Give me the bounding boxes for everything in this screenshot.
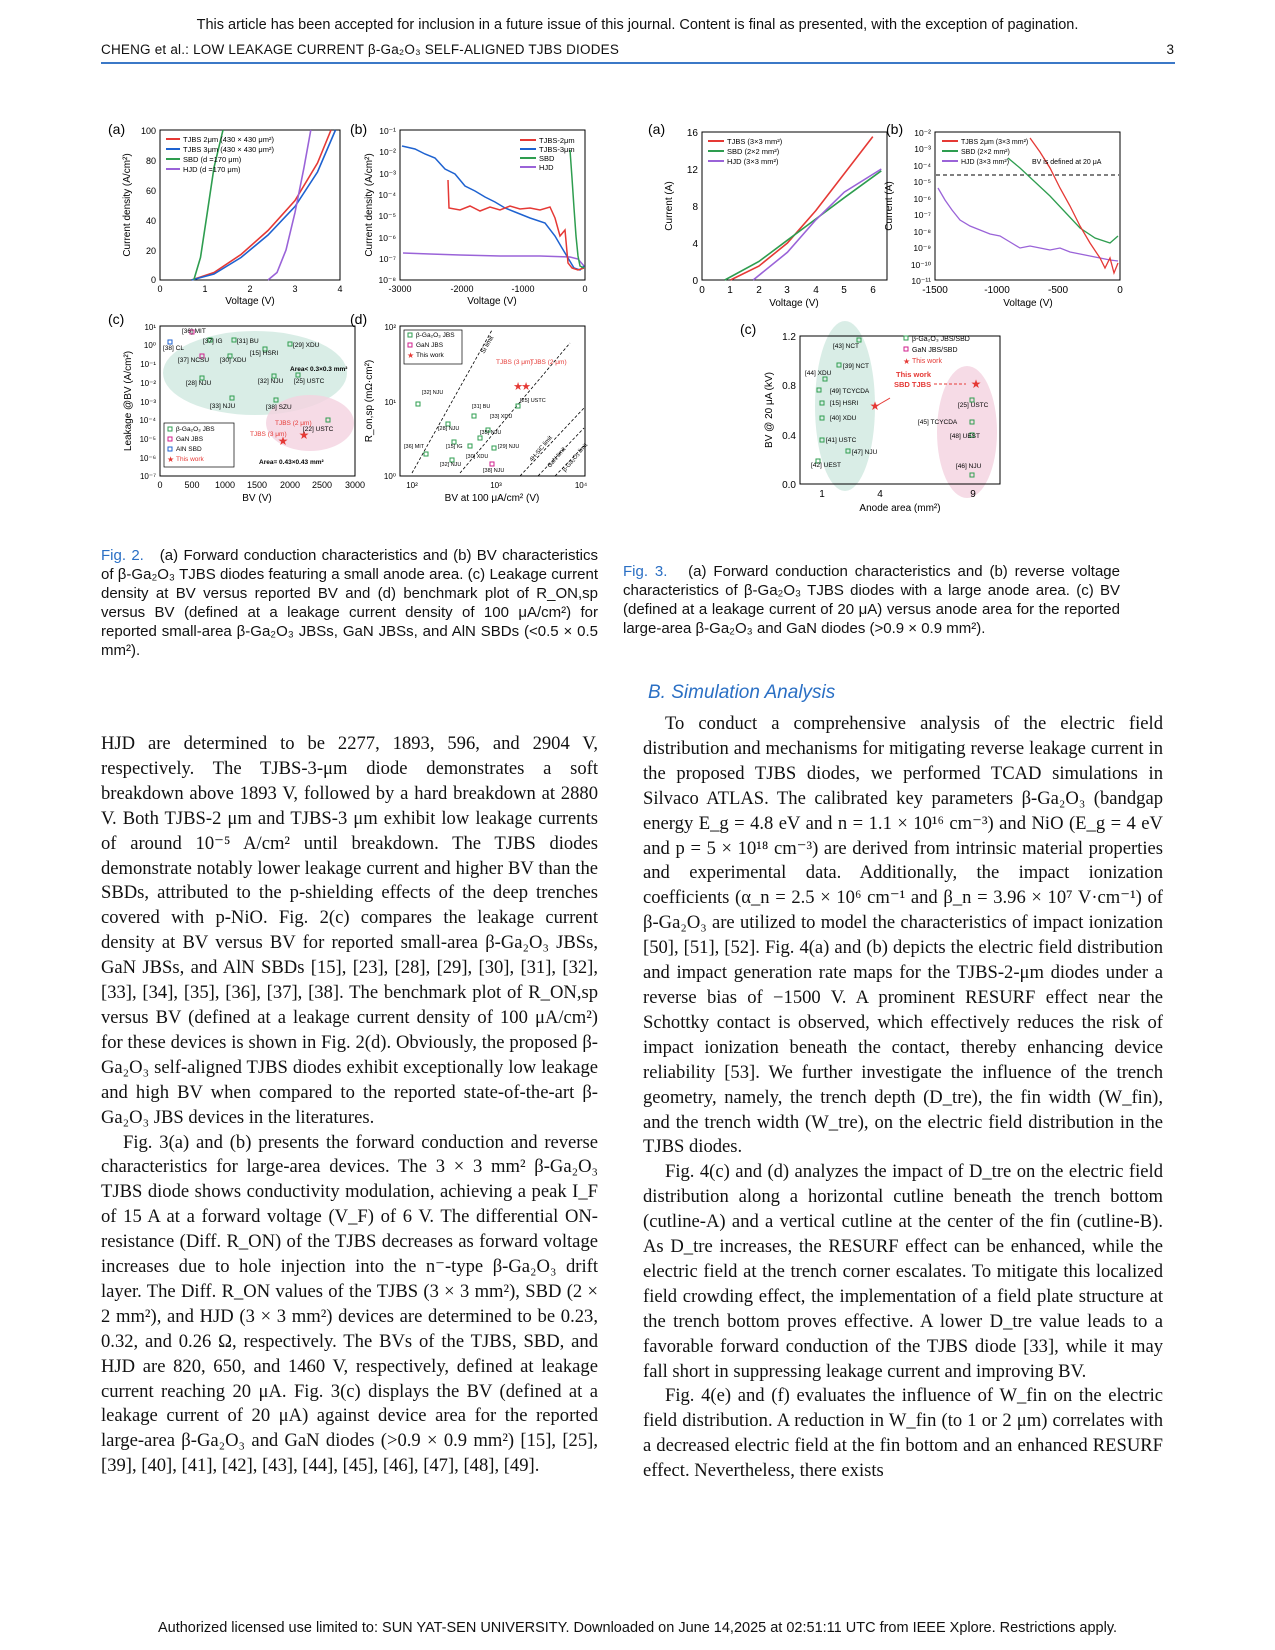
fig2d-ga2o3-limit-label: β-Ga₂O₃ limit [561, 442, 590, 474]
fig2c-this-work-star: ★ [277, 434, 289, 448]
fig3b-xtick: -500 [1047, 285, 1069, 296]
fig2c-tjbs3-annotation: TJBS (3 μm) [250, 431, 287, 438]
fig2c-point-label: [31] BU [237, 338, 259, 345]
fig2b-series-sbd [570, 150, 584, 268]
fig3c-xtick: 1 [819, 489, 825, 500]
fig3c-point-label: [39] NCT [843, 363, 870, 370]
fig2c-tjbs2-annotation: TJBS (2 μm) [275, 420, 312, 427]
fig2d-legend-marker: ★ [407, 351, 415, 360]
fig2b-legend-0: TJBS-2μm [539, 136, 575, 145]
figure-2 [100, 118, 610, 518]
fig2b-ytick: 10⁻¹ [379, 126, 396, 136]
fig3c-legend-2: This work [912, 358, 942, 365]
fig3c-ytick: 0.8 [782, 381, 796, 392]
figure-3-caption [623, 562, 1120, 638]
fig3a-xtick: 6 [870, 285, 876, 296]
fig2a-ylabel: Current density (A/cm²) [122, 153, 133, 257]
fig2c-ytick: 10⁻⁶ [139, 454, 156, 463]
fig2c-legend-0: β-Ga₂O₃ JBS [176, 426, 215, 433]
fig3a-xtick: 3 [784, 285, 790, 296]
fig2d-point-label: [35] NJU [480, 430, 502, 436]
fig2a-xtick-3: 3 [292, 284, 298, 294]
fig2d-legend-0: β-Ga₂O₃ JBS [416, 332, 455, 339]
fig2b-ytick: 10⁻⁸ [378, 275, 396, 285]
body-paragraph: Fig. 3(a) and (b) presents the forward conduction and reverse characteristics for large-area devices. The 3 × 3 mm² β-Ga₂O₃ TJBS diode shows conductivity modulation, achieving a peak I_F of 15 A at a forward voltage (V_F) of 6 V. The differential ON-resistance (Diff. R_ON) of the TJBS decreases as forward voltage increases due to hole injection into the n⁻-type β-Ga₂O₃ drift layer. The Diff. R_ON values of the TJBS (3 × 3 mm²), SBD (2 × 2 mm²), and HJD (3 × 3 mm²) devices are determined to be 0.23, 0.32, and 0.26 Ω, respectively. The BVs of the TJBS, SBD, and HJD are 820, 650, and 1460 V, respectively, defined at leakage current reaching 20 μA. Fig. 3(c) displays the BV (defined at a leakage current of 20 μA) against device area for the reported large-area β-Ga₂O₃ and GaN diodes (>0.9 × 0.9 mm²) [15], [25], [39], [40], [41], [42], [43], [44], [45], [46], [47], [48], [49]. [101, 1131, 598, 1477]
fig2a-xtick-0: 0 [157, 284, 163, 294]
fig3c-ytick: 0.4 [782, 431, 796, 442]
acceptance-notice: This article has been accepted for inclusion in a future issue of this journal. Content is final as presented, with the exception of pagination. [196, 17, 1079, 33]
fig3b-ytick: 10⁻⁹ [913, 243, 931, 253]
fig3c-this-work-label: This work [896, 370, 932, 379]
header-rule [101, 62, 1175, 64]
fig2c-point-label: [30] XDU [220, 357, 247, 364]
fig2b-xlabel: Voltage (V) [467, 296, 517, 307]
fig3b-ytick: 10⁻³ [914, 144, 931, 154]
fig2c-point-label: [28] NJU [186, 380, 212, 387]
fig2b-ytick: 10⁻⁶ [378, 233, 396, 243]
fig2a-ytick-40: 40 [145, 216, 156, 226]
figure-3-svg [640, 118, 1160, 538]
fig2c-xtick: 3000 [344, 480, 366, 490]
fig2d-ylabel: R_on,sp (mΩ·cm²) [364, 359, 375, 443]
fig2c-legend-3: This work [176, 456, 204, 463]
fig2b-ytick: 10⁻⁵ [378, 211, 396, 221]
body-paragraph: Fig. 4(e) and (f) evaluates the influence of W_fin on the electric field distribution. A reduction in W_fin (to 1 or 2 μm) correlates with a decreased electric field at the fin bottom and an enhanced RESURF effect. Nevertheless, there exists [643, 1385, 1163, 1482]
fig2c-xtick: 1000 [214, 480, 236, 490]
fig3a-ytick: 4 [692, 239, 698, 250]
figure-3-caption-label: Fig. 3. [623, 563, 668, 580]
fig3c-xtick: 4 [877, 489, 883, 500]
fig2d-point-label: [30] XDU [466, 454, 489, 460]
fig2d-si-limit-label: Si limit [479, 334, 496, 355]
fig2b-ytick: 10⁻⁴ [378, 190, 396, 200]
fig3c-xlabel: Anode area (mm²) [859, 503, 941, 514]
fig3c-point-label: [49] TCYCDA [830, 388, 870, 395]
fig2c-point-label: [38] SZU [266, 404, 292, 411]
fig3a-xtick: 5 [841, 285, 847, 296]
fig3b-ytick: 10⁻⁵ [913, 177, 931, 187]
fig3a-legend-0: TJBS (3×3 mm²) [727, 137, 783, 146]
fig3c-legend-marker [904, 336, 908, 340]
fig2d-point [472, 414, 476, 418]
panel-label-2b: (b) [350, 121, 368, 137]
fig3b-series-hjd [938, 188, 1118, 261]
fig2a-ytick-20: 20 [145, 246, 156, 256]
fig2b-series-hjd [403, 253, 584, 266]
fig3c-ytick: 1.2 [782, 332, 796, 343]
fig3b-ytick: 10⁻⁶ [913, 194, 931, 204]
panel-label-3a: (a) [648, 121, 666, 137]
fig2a-xtick-2: 2 [247, 284, 253, 294]
fig2c-legend-2: AlN SBD [176, 446, 202, 453]
fig2d-ytick: 10¹ [384, 398, 396, 407]
fig3a-ytick: 12 [686, 165, 698, 176]
fig2d-point-label: [15] IG [446, 444, 463, 450]
fig2d-point-label: [25] USTC [520, 398, 546, 404]
fig2b-legend-1: TJBS-3μm [539, 145, 575, 154]
fig3a-xtick: 1 [727, 285, 733, 296]
fig3a-ytick: 16 [686, 128, 698, 139]
fig3c-legend [903, 336, 970, 366]
fig2c-ytick: 10⁻⁵ [139, 435, 156, 444]
fig2d-point-label: [32] NJU [440, 462, 462, 468]
fig2a-xtick-1: 1 [202, 284, 208, 294]
fig3b-xlabel: Voltage (V) [1003, 298, 1053, 309]
chart-fig2a [122, 126, 343, 307]
fig2c-area-large-annotation: Area= 0.43×0.43 mm² [259, 459, 324, 466]
fig2a-ytick-80: 80 [145, 156, 156, 166]
chart-fig2d [364, 323, 589, 504]
fig2b-xtick: -1000 [511, 284, 535, 294]
fig2c-point-label: [33] NJU [210, 403, 236, 410]
fig2d-point [416, 402, 420, 406]
fig3c-point-label: [44] XDU [805, 370, 832, 377]
fig2c-legend [164, 423, 234, 467]
fig3c-legend-marker [904, 347, 908, 351]
fig2c-point-label: [22] USTC [303, 426, 334, 433]
fig2d-point [490, 462, 494, 466]
fig3b-series-sbd [1008, 158, 1118, 243]
fig2d-point [492, 446, 496, 450]
fig2c-xtick: 500 [184, 480, 200, 490]
fig2c-point-label: [15] HSRI [250, 350, 279, 357]
fig2d-point-label: [32] NJU [422, 390, 444, 396]
fig2d-point-label: [28] NJU [438, 426, 460, 432]
fig2d-xtick: 10³ [490, 481, 502, 490]
fig3c-point-label: [48] UEST [950, 433, 980, 440]
fig2d-tjbs2-label: TJBS (2 μm) [530, 359, 567, 366]
fig3c-xtick: 9 [970, 489, 976, 500]
chart-fig3a [664, 128, 887, 309]
fig2d-legend-1: GaN JBS [416, 342, 444, 349]
fig2c-xlabel: BV (V) [242, 493, 272, 504]
fig2c-legend-1: GaN JBS [176, 436, 204, 443]
fig2c-ytick: 10⁻² [140, 379, 156, 388]
fig2c-point-label: [25] USTC [294, 378, 325, 385]
fig2d-point-label: [29] NJU [498, 444, 520, 450]
chart-fig3c [764, 321, 1000, 514]
fig2a-legend-1: TJBS 3μm (430 × 430 μm²) [183, 145, 274, 154]
fig2c-this-work-star: ★ [298, 428, 310, 442]
fig3c-this-work-star: ★ [869, 399, 881, 413]
fig3b-legend-2: HJD (3×3 mm²) [961, 159, 1010, 166]
fig2d-point [478, 436, 482, 440]
fig3c-point-label: [43] NCT [833, 343, 860, 350]
fig2a-ytick-100: 100 [140, 126, 156, 136]
fig2a-series-3 [268, 130, 311, 280]
fig2a-legend-2: SBD (d =170 μm) [183, 155, 242, 164]
fig3b-ytick: 10⁻¹⁰ [910, 260, 931, 270]
fig3c-legend-marker: ★ [903, 357, 911, 366]
fig3a-xtick: 0 [699, 285, 705, 296]
fig2b-ylabel: Current density (A/cm²) [364, 153, 375, 257]
fig3a-legend-2: HJD (3×3 mm²) [727, 157, 779, 166]
fig3c-point-label: [40] XDU [830, 415, 857, 422]
figure-2-caption [101, 546, 598, 660]
fig3b-ytick: 10⁻⁸ [913, 227, 931, 237]
fig2d-ytick: 10² [384, 323, 396, 332]
fig2b-legend-2: SBD [539, 154, 555, 163]
fig3c-sbd-tjbs-label: SBD TJBS [894, 380, 932, 389]
fig2a-xlabel: Voltage (V) [225, 296, 275, 307]
fig2c-xtick: 0 [157, 480, 163, 490]
fig3b-ylabel: Current (A) [884, 181, 895, 231]
fig2c-xtick: 2500 [311, 480, 333, 490]
panel-label-3b: (b) [886, 121, 904, 137]
fig2a-ytick-0: 0 [150, 275, 156, 285]
fig2c-point-label: [38] CL [163, 345, 184, 352]
fig2d-sic-limit-label: 4H-SiC limit [528, 435, 554, 464]
fig3a-xtick: 4 [813, 285, 819, 296]
fig3c-legend-0: β-Ga₂O₃ JBS/SBD [912, 336, 970, 343]
figure-3-caption-text: (a) Forward conduction characteristics and (b) reverse voltage characteristics of β-Ga₂O₃ TJBS diodes with a large anode area. (c) BV (defined at a leakage current of 20 μA) versus anode area for the reported large-area β-Ga₂O₃ and GaN diodes (>0.9 × 0.9 mm²). [623, 563, 1120, 637]
fig2d-point-label: [33] XDU [490, 414, 513, 420]
section-heading: B. Simulation Analysis [648, 682, 836, 703]
fig3a-ytick: 0 [692, 276, 698, 287]
fig2d-xlabel: BV at 100 μA/cm² (V) [444, 493, 540, 504]
fig3b-xtick: 0 [1117, 285, 1123, 296]
fig3c-legend-1: GaN JBS/SBD [912, 347, 958, 354]
fig3b-ytick: 10⁻⁷ [913, 210, 931, 220]
fig2d-legend [404, 330, 462, 364]
figure-2-svg [100, 118, 610, 518]
download-footer: Authorized licensed use limited to: SUN YAT-SEN UNIVERSITY. Downloaded on June 14,2025 at 02:51:11 UTC from IEEE Xplore. Restrictions apply. [157, 1620, 1118, 1636]
fig2c-point-label: [36] MIT [182, 328, 206, 335]
fig2d-xtick: 10² [406, 481, 418, 490]
fig2c-point [168, 340, 172, 344]
fig3a-legend-1: SBD (2×2 mm²) [727, 147, 780, 156]
fig2b-ytick: 10⁻³ [379, 169, 396, 179]
chart-fig3b [884, 128, 1123, 309]
figure-2-caption-label: Fig. 2. [101, 547, 144, 564]
fig2a-xtick-4: 4 [337, 284, 343, 294]
running-head: CHENG et al.: LOW LEAKAGE CURRENT β-Ga₂O₃ SELF-ALIGNED TJBS DIODES [101, 42, 620, 57]
fig2c-xtick: 1500 [246, 480, 268, 490]
fig2d-point [424, 452, 428, 456]
fig3a-ylabel: Current (A) [664, 181, 675, 231]
fig2c-ytick: 10⁻¹ [140, 360, 156, 369]
panel-label-2a: (a) [108, 121, 126, 137]
fig3c-point-label: [46] NJU [956, 463, 982, 470]
fig2d-point-label: [38] NJU [483, 468, 505, 474]
chart-fig2c [123, 323, 365, 504]
fig3c-point-label: [42] UEST [811, 462, 841, 469]
fig2c-ylabel: Leakage @BV (A/cm²) [123, 350, 134, 452]
fig3b-xtick: -1000 [984, 285, 1010, 296]
fig2d-ytick: 10⁰ [383, 472, 396, 481]
fig2c-ytick: 10¹ [144, 323, 156, 332]
panel-label-3c: (c) [740, 321, 757, 337]
fig3b-legend-0: TJBS 2μm (3×3 mm²) [961, 139, 1029, 146]
figure-2-caption-text: (a) Forward conduction characteristics and (b) BV characteristics of β-Ga₂O₃ TJBS diodes featuring a small anode area. (c) Leakage current density at BV versus reported BV and (d) benchmark plot of R_ON,sp versus BV (defined at a leakage current density of 100 μA/cm²) for reported small-area β-Ga₂O₃ JBSs, GaN JBSs, and AlN SBDs (<0.5 × 0.5 mm²). [101, 547, 598, 659]
fig2c-xtick: 2000 [279, 480, 301, 490]
fig2d-point [468, 444, 472, 448]
fig2c-point-label: [37] IG [203, 338, 223, 345]
fig3b-ytick: 10⁻¹¹ [911, 276, 931, 286]
body-paragraph: To conduct a comprehensive analysis of the electric field distribution and mechanisms for mitigating reverse leakage current in the proposed TJBS diodes, we performed TCAD simulations in Silvaco ATLAS. The calibrated key parameters β-Ga₂O₃ (bandgap energy E_g = 4.8 eV and n = 1.1 × 10¹⁶ cm⁻³) and NiO (E_g = 4 eV and p = 5 × 10¹⁸ cm⁻³) are derived from intrinsic material properties and experimental data. Additionally, the impact ionization coefficients (α_n = 2.5 × 10⁶ cm⁻¹ and β_n = 3.96 × 10⁷ V·cm⁻¹) of β-Ga₂O₃ are utilized to model the characteristics of impact ionization [50], [51], [52]. Fig. 4(a) and (b) depicts the electric field distribution and impact generation rate maps for the TJBS-2-μm diodes under a reverse bias of −1500 V. A prominent RESURF effect near the Schottky contact is observed, which effectively reduces the risk of impact ionization beneath the contact, thereby enhancing device reliability [53]. We further investigate the influence of the trench geometry, namely, the trench depth (D_tre), the fin width (W_fin), and the trench width (W_tre), on the electric field distribution in the TJBS diodes. [643, 713, 1163, 1158]
fig3c-point-label: [45] TCYCDA [918, 419, 958, 426]
fig2b-xtick: -2000 [450, 284, 474, 294]
panel-label-2c: (c) [108, 311, 125, 327]
fig2d-tjbs3-label: TJBS (3 μm) [496, 359, 533, 366]
fig2b-xtick: -3000 [388, 284, 412, 294]
fig2d-gan-limit-label: GaN limit [546, 446, 568, 470]
chart-fig2b [364, 126, 588, 307]
page-number: 3 [1166, 42, 1174, 57]
fig3c-ytick: 0.0 [782, 480, 796, 491]
fig2b-ytick: 10⁻² [379, 147, 396, 157]
fig2c-ytick: 10⁻³ [140, 398, 156, 407]
fig3c-this-work-star: ★ [970, 377, 982, 391]
fig3a-ytick: 8 [692, 202, 698, 213]
fig2c-ytick: 10⁰ [143, 341, 156, 350]
fig3c-point-label: [47] NJU [852, 449, 878, 456]
fig3a-xlabel: Voltage (V) [769, 298, 819, 309]
figure-3 [640, 118, 1160, 538]
fig2d-legend-2: This work [416, 352, 444, 359]
fig2d-this-work-star: ★ [513, 381, 523, 393]
fig3a-xtick: 2 [756, 285, 762, 296]
body-paragraph: HJD are determined to be 2277, 1893, 596, and 2904 V, respectively. The TJBS-3-μm diode demonstrates a soft breakdown above 1893 V, followed by a hard breakdown at 2880 V. Both TJBS-2 μm and TJBS-3 μm exhibit low leakage currents of around 10⁻⁵ A/cm² until breakdown. The TJBS diodes demonstrate notably lower leakage current and higher BV than the SBDs, attributed to the p-shielding effects of the deep trenches covered with p-NiO. Fig. 2(c) compares the leakage current density at BV versus BV for reported small-area β-Ga₂O₃ JBSs, GaN JBSs, and AlN SBDs [15], [23], [28], [29], [30], [31], [32], [33], [34], [35], [36], [37], [38]. The benchmark plot of R_ON,sp versus BV (defined at a leakage current density of 100 μA/cm²) for these devices is shown in Fig. 2(d). Obviously, the proposed β-Ga₂O₃ self-aligned TJBS diodes exhibit exceptionally low leakage and high BV when compared to the reported state-of-the-art β-Ga₂O₃ JBS devices in the literatures. [101, 733, 598, 1128]
fig3c-point-label: [41] USTC [826, 437, 857, 444]
fig3b-bv-annotation: BV is defined at 20 μA [1032, 159, 1102, 166]
fig2c-ytick: 10⁻⁴ [139, 416, 156, 425]
fig2d-point-label: [36] MIT [404, 444, 425, 450]
fig3c-region-highlight [937, 366, 997, 498]
fig3b-ytick: 10⁻² [914, 128, 931, 138]
fig2b-xtick: 0 [582, 284, 588, 294]
fig2d-point-label: [31] BU [472, 404, 491, 410]
body-column-right [643, 712, 1163, 1484]
fig2c-ytick: 10⁻⁷ [139, 472, 156, 481]
fig3c-point-label: [15] HSRI [830, 400, 859, 407]
fig2a-ytick-60: 60 [145, 186, 156, 196]
fig2a-legend-0: TJBS 2μm (430 × 430 μm²) [183, 135, 274, 144]
body-paragraph: Fig. 4(c) and (d) analyzes the impact of D_tre on the electric field distribution along a horizontal cutline beneath the trench bottom (cutline-A) and a vertical cutline at the center of the fin (cutline-B). As D_tre increases, the RESURF effect can be enhanced, while the electric field at the trench corner escalates. To mitigate this localized field crowding effect, the implementation of a field plate structure at the trench bottom proves effective. A lower D_tre value leads to a favorable forward conduction of the TJBS diode [33], while it may fall short in suppressing leakage current and improving BV. [643, 1161, 1163, 1382]
fig3c-ylabel: BV @ 20 μA (kV) [764, 372, 775, 448]
fig2b-ytick: 10⁻⁷ [378, 254, 396, 264]
fig3c-point-label: [25] USTC [958, 402, 989, 409]
fig2c-point-label: [32] NJU [258, 378, 284, 385]
fig2d-this-work-star: ★ [521, 381, 531, 393]
fig2c-legend-marker: ★ [167, 455, 175, 464]
fig2d-xtick: 10⁴ [574, 481, 588, 490]
fig2c-point-label: [29] XDU [293, 342, 320, 349]
fig2a-legend-3: HJD (d =170 μm) [183, 165, 241, 174]
fig3b-xtick: -1500 [922, 285, 948, 296]
body-column-left [101, 732, 598, 1479]
fig3b-legend-1: SBD (2×2 mm²) [961, 149, 1010, 156]
fig2c-area-small-annotation: Area< 0.3×0.3 mm² [290, 366, 348, 373]
fig2b-legend-3: HJD [539, 163, 554, 172]
fig3b-ytick: 10⁻⁴ [913, 161, 931, 171]
panel-label-2d: (d) [350, 311, 368, 327]
fig2c-point-label: [37] NCSU [178, 357, 210, 364]
